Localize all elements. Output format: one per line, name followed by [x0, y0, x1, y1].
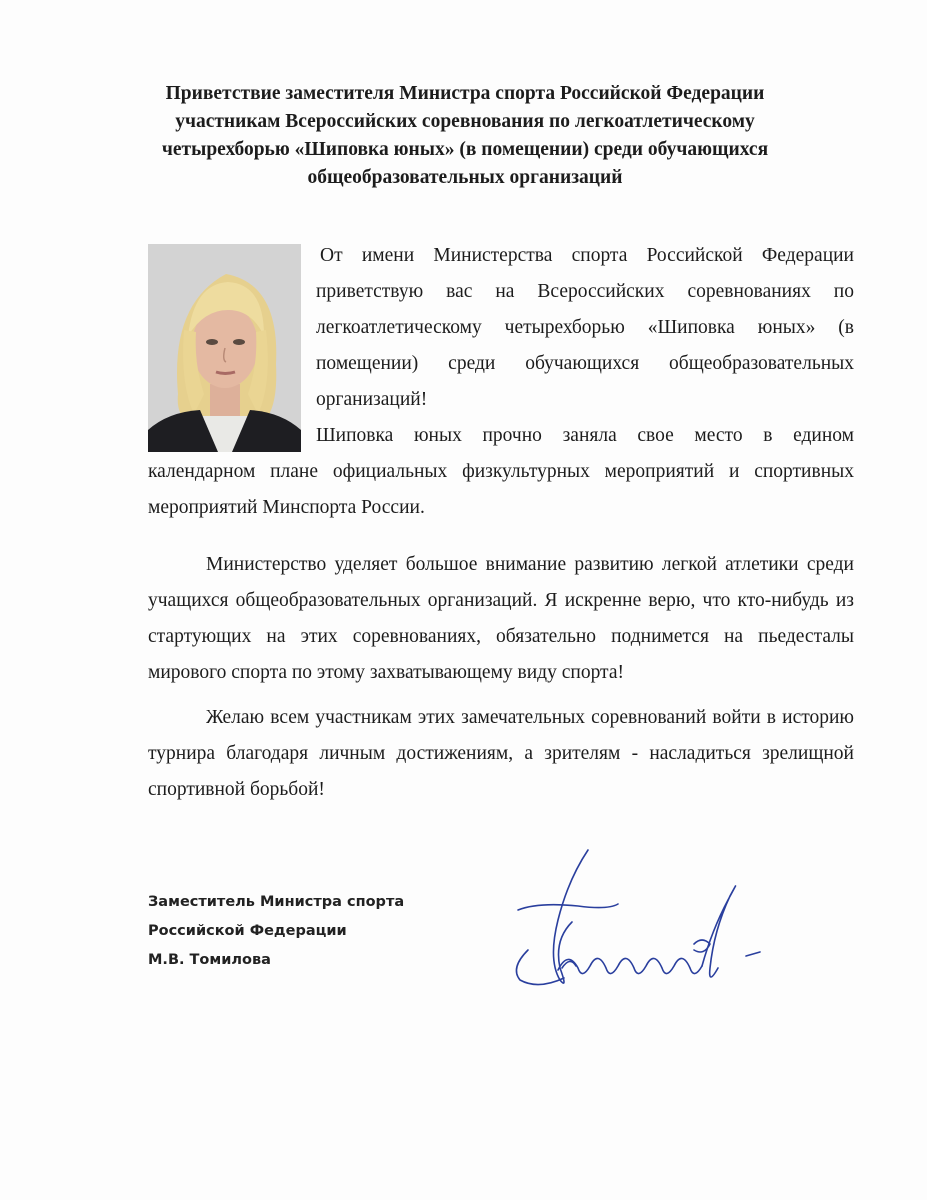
title-line: участникам Всероссийских соревнования по легкоатлетическому: [175, 111, 755, 132]
paragraph: Шиповка юных прочно заняла свое место в едином календарном плане официальных физкультурных мероприятий и спортивных мероприятий Минспорта России.: [148, 425, 854, 518]
main-text-block: [148, 418, 854, 808]
intro-paragraph: От имени Министерства спорта Российской Федерации приветствую вас на Всероссийских соревнованиях по легкоатлетическому четырехборью «Шиповка юных» (в помещении) среди обучающихся общеобразовательных организаций!: [316, 245, 854, 410]
title-line: четырехборью «Шиповка юных» (в помещении) среди обучающихся: [161, 139, 769, 160]
intro-paragraph-block: [316, 238, 854, 418]
signatory-position: Заместитель Министра спорта: [148, 894, 405, 910]
handwritten-signature: [498, 840, 778, 1020]
title-line: общеобразовательных организаций: [307, 167, 623, 188]
paragraph: Министерство уделяет большое внимание развитию легкой атлетики среди учащихся общеобразовательных организаций. Я искренне верю, что кто-нибудь из стартующих на этих соревнованиях, обязательно поднимется на пьедесталы мирового спорта по этому захватывающему виду спорта!: [148, 554, 854, 683]
document-title: [120, 80, 810, 192]
title-line: Приветствие заместителя Министра спорта Российской Федерации: [165, 83, 765, 104]
signatory-position: Российской Федерации: [148, 923, 347, 939]
signatory-block: [148, 888, 404, 975]
signatory-name: М.В. Томилова: [148, 952, 271, 968]
paragraph: Желаю всем участникам этих замечательных соревнований войти в историю турнира благодаря личным достижениям, а зрителям - насладиться зрелищной спортивной борьбой!: [148, 707, 854, 800]
